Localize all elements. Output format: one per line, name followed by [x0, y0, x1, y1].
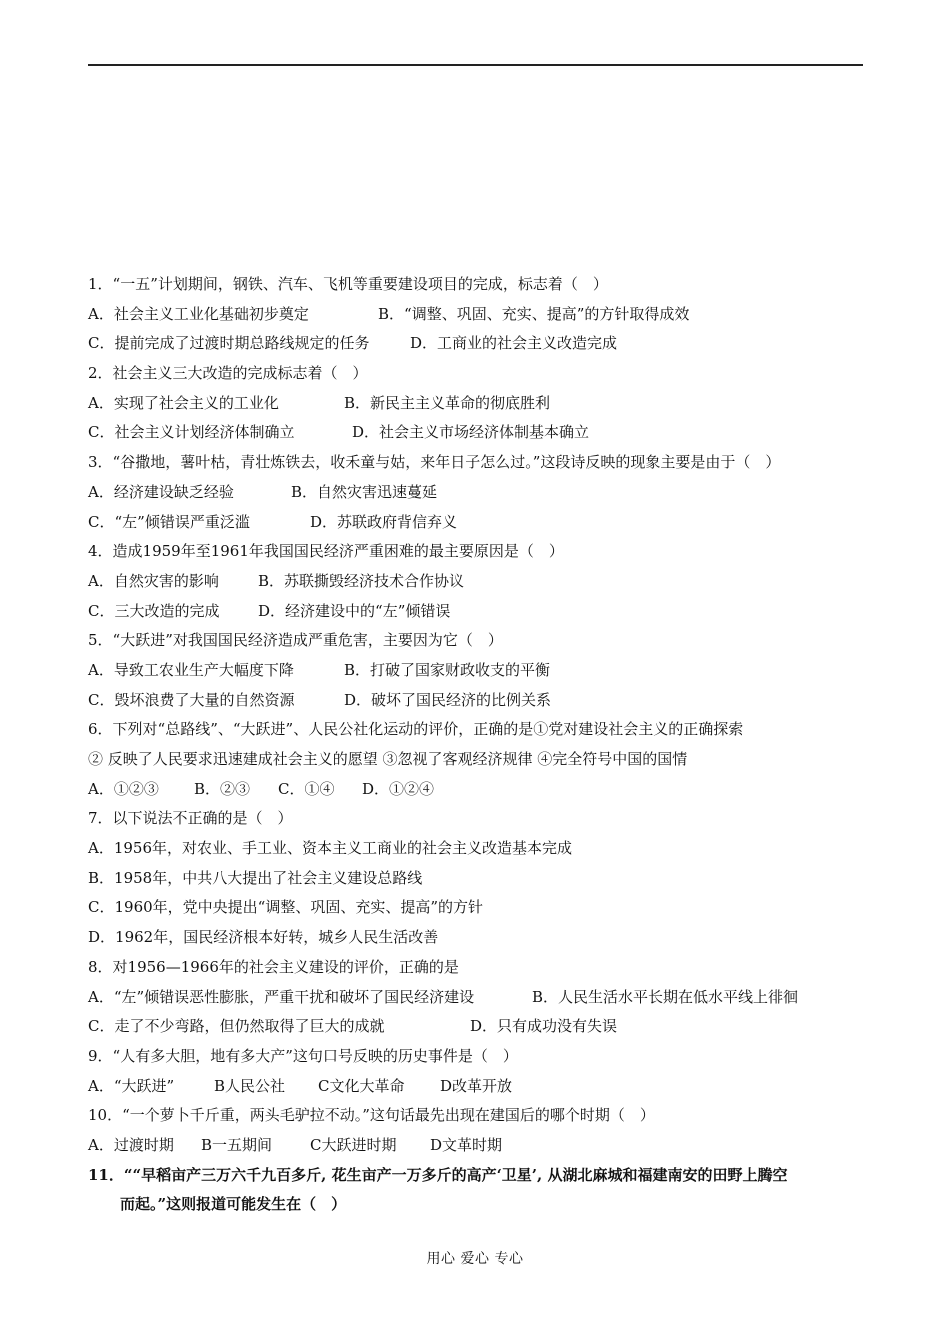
- question-6-stem: 6．下列对“总路线”、“大跃进”、人民公社化运动的评价，正确的是①党对建设社会主义的正确探索: [88, 720, 744, 739]
- question-6-option-b: B．②③: [194, 779, 251, 798]
- question-8-option-a: A．“左”倾错误恶性膨胀，严重干扰和破坏了国民经济建设: [88, 987, 475, 1006]
- question-5-option-c: C．毁坏浪费了大量的自然资源: [88, 690, 295, 709]
- question-4-option-a: A．自然灾害的影响: [88, 571, 219, 590]
- question-8-option-d: D．只有成功没有失误: [470, 1017, 618, 1036]
- question-10-options-row1: [88, 1131, 868, 1161]
- question-1-options-row1: [88, 300, 868, 330]
- question-11-stem-continued: 而起。”这则报道可能发生在（ ）: [120, 1195, 347, 1214]
- question-4-option-b: B．苏联撕毁经济技术合作协议: [258, 571, 465, 590]
- question-9-option-d: D改革开放: [440, 1076, 513, 1095]
- question-3-options-row2: [88, 508, 868, 538]
- question-7-option-a: A．1956年，对农业、手工业、资本主义工商业的社会主义改造基本完成: [88, 839, 573, 858]
- question-6-stem-continued: ② 反映了人民要求迅速建成社会主义的愿望 ③忽视了客观经济规律 ④完全符号中国的国情: [88, 750, 688, 768]
- question-3-option-d: D．苏联政府背信弃义: [310, 512, 458, 531]
- question-9-option-c: C文化大革命: [318, 1076, 405, 1095]
- question-10-option-d: D文革时期: [430, 1135, 503, 1154]
- question-4-stem: 4．造成1959年至1961年我国国民经济严重困难的最主要原因是（ ）: [88, 542, 564, 561]
- question-list: [88, 270, 868, 1220]
- question-2-option-a: A．实现了社会主义的工业化: [88, 393, 279, 412]
- question-3-options-row1: [88, 478, 868, 508]
- question-1-option-d: D．工商业的社会主义改造完成: [410, 334, 618, 353]
- question-3-option-c: C．“左”倾错误严重泛滥: [88, 512, 250, 531]
- question-2-option-d: D．社会主义市场经济体制基本确立: [352, 423, 590, 442]
- question-9-stem: 9．“人有多大胆，地有多大产”这句口号反映的历史事件是（ ）: [88, 1046, 518, 1065]
- question-7-option-d: D．1962年，国民经济根本好转，城乡人民生活改善: [88, 928, 439, 947]
- question-10-option-b: B一五期间: [201, 1135, 273, 1154]
- question-9-option-a: A．“大跃进”: [88, 1076, 175, 1095]
- question-10-stem: 10．“一个萝卜千斤重，两头毛驴拉不动。”这句话最先出现在建国后的哪个时期（ ）: [88, 1106, 655, 1125]
- question-4-option-c: C．三大改造的完成: [88, 601, 220, 620]
- question-9-option-b: B人民公社: [214, 1076, 286, 1095]
- question-1-option-b: B．“调整、巩固、充实、提高”的方针取得成效: [378, 304, 690, 323]
- question-2-stem: 2．社会主义三大改造的完成标志着（ ）: [88, 364, 368, 383]
- question-6-options-row1: [88, 775, 868, 805]
- question-11: [88, 1161, 868, 1220]
- question-11-stem: 11．““早稻亩产三万六千九百多斤, 花生亩产一万多斤的高产‘卫星’, 从湖北麻城和福建南安的田野上腾空: [88, 1165, 788, 1184]
- question-7-option-c: C．1960年，党中央提出“调整、巩固、充实、提高”的方针: [88, 898, 483, 917]
- question-9-options-row1: [88, 1072, 868, 1102]
- question-2-options-row1: [88, 389, 868, 419]
- question-8-option-c: C．走了不少弯路，但仍然取得了巨大的成就: [88, 1017, 385, 1036]
- question-8-options-row2: [88, 1012, 868, 1042]
- question-6-option-d: D．①②④: [362, 779, 435, 798]
- question-2-option-c: C．社会主义计划经济体制确立: [88, 423, 295, 442]
- question-5-option-d: D．破坏了国民经济的比例关系: [344, 690, 552, 709]
- question-8-options-row1: [88, 983, 868, 1013]
- question-3-stem: 3．“谷撒地，薯叶枯，青壮炼铁去，收禾童与姑，来年日子怎么过。”这段诗反映的现象主要是由于（ ）: [88, 453, 781, 472]
- question-6-option-a: A．①②③: [88, 779, 159, 798]
- page-footer: 用心 爱心 专心: [426, 1251, 524, 1267]
- question-4-option-d: D．经济建设中的“左”倾错误: [258, 601, 451, 620]
- question-6-option-c: C．①④: [278, 779, 335, 798]
- question-1-options-row2: [88, 329, 868, 359]
- question-3-option-a: A．经济建设缺乏经验: [88, 482, 234, 501]
- question-5-stem: 5．“大跃进”对我国国民经济造成严重危害，主要因为它（ ）: [88, 631, 503, 650]
- question-4-options-row2: [88, 597, 868, 627]
- question-2-options-row2: [88, 418, 868, 448]
- header-rule: [88, 64, 863, 66]
- question-5-options-row1: [88, 656, 868, 686]
- question-7-stem: 7．以下说法不正确的是（ ）: [88, 809, 293, 828]
- question-8-option-b: B．人民生活水平长期在低水平线上徘徊: [532, 987, 799, 1006]
- question-1-stem: 1．“一五”计划期间，钢铁、汽车、飞机等重要建设项目的完成，标志着（ ）: [88, 275, 608, 293]
- question-2-option-b: B．新民主主义革命的彻底胜利: [344, 393, 551, 412]
- question-5-option-a: A．导致工农业生产大幅度下降: [88, 660, 294, 679]
- question-1-option-a: A．社会主义工业化基础初步奠定: [88, 304, 309, 323]
- question-5-options-row2: [88, 686, 868, 716]
- question-10-option-c: C大跃进时期: [310, 1135, 397, 1154]
- question-3-option-b: B．自然灾害迅速蔓延: [291, 482, 438, 501]
- question-8-stem: 8．对1956—1966年的社会主义建设的评价，正确的是: [88, 957, 459, 976]
- question-5-option-b: B．打破了国家财政收支的平衡: [344, 660, 551, 679]
- question-4-options-row1: [88, 567, 868, 597]
- question-10-option-a: A．过渡时期: [88, 1135, 174, 1154]
- question-7-option-b: B．1958年，中共八大提出了社会主义建设总路线: [88, 868, 423, 887]
- question-1-option-c: C．提前完成了过渡时期总路线规定的任务: [88, 334, 370, 353]
